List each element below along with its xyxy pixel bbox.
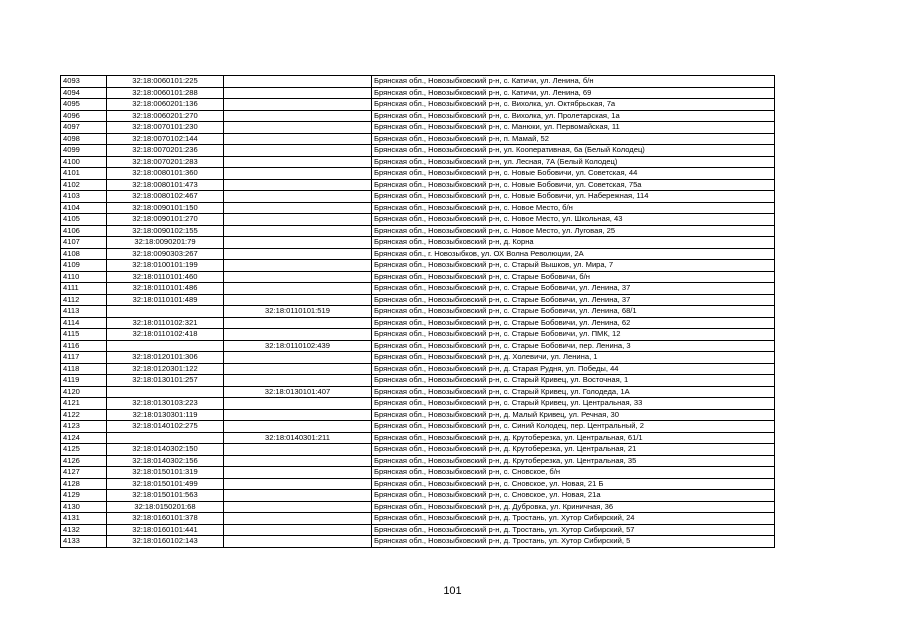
address-cell: Брянская обл., г. Новозыбков, ул. ОХ Волна Революции, 2А bbox=[372, 248, 775, 260]
row-number-cell: 4100 bbox=[61, 156, 107, 168]
building-cadastral-cell bbox=[224, 513, 372, 525]
row-number-cell: 4093 bbox=[61, 76, 107, 88]
building-cadastral-cell bbox=[224, 283, 372, 295]
building-cadastral-cell bbox=[224, 156, 372, 168]
building-cadastral-cell bbox=[224, 191, 372, 203]
table-row bbox=[61, 513, 775, 525]
cadastral-number-cell: 32:18:0110102:418 bbox=[107, 329, 224, 341]
address-cell: Брянская обл., Новозыбковский р-н, д. Малый Кривец, ул. Речная, 30 bbox=[372, 409, 775, 421]
building-cadastral-cell bbox=[224, 122, 372, 134]
address-cell: Брянская обл., Новозыбковский р-н, с. Старый Вышков, ул. Мира, 7 bbox=[372, 260, 775, 272]
cadastral-number-cell: 32:18:0120101:306 bbox=[107, 352, 224, 364]
address-cell: Брянская обл., Новозыбковский р-н, с. Синий Колодец, пер. Центральный, 2 bbox=[372, 421, 775, 433]
table-row bbox=[61, 133, 775, 145]
building-cadastral-cell bbox=[224, 501, 372, 513]
table-row bbox=[61, 76, 775, 88]
building-cadastral-cell bbox=[224, 421, 372, 433]
cadastral-number-cell: 32:18:0060201:270 bbox=[107, 110, 224, 122]
cadastral-number-cell: 32:18:0060101:225 bbox=[107, 76, 224, 88]
cadastral-number-cell: 32:18:0070201:236 bbox=[107, 145, 224, 157]
table-row bbox=[61, 191, 775, 203]
row-number-cell: 4099 bbox=[61, 145, 107, 157]
registry-table-body bbox=[61, 76, 775, 548]
building-cadastral-cell bbox=[224, 248, 372, 260]
row-number-cell: 4102 bbox=[61, 179, 107, 191]
cadastral-number-cell: 32:18:0110102:321 bbox=[107, 317, 224, 329]
building-cadastral-cell bbox=[224, 145, 372, 157]
cadastral-number-cell: 32:18:0140102:275 bbox=[107, 421, 224, 433]
cadastral-number-cell: 32:18:0150101:563 bbox=[107, 490, 224, 502]
table-row bbox=[61, 409, 775, 421]
cadastral-number-cell bbox=[107, 386, 224, 398]
building-cadastral-cell bbox=[224, 179, 372, 191]
row-number-cell: 4104 bbox=[61, 202, 107, 214]
address-cell: Брянская обл., Новозыбковский р-н, д. Тростань, ул. Хутор Сибирский, 24 bbox=[372, 513, 775, 525]
cadastral-number-cell: 32:18:0080101:473 bbox=[107, 179, 224, 191]
cadastral-number-cell bbox=[107, 432, 224, 444]
address-cell: Брянская обл., Новозыбковский р-н, п. Мамай, 52 bbox=[372, 133, 775, 145]
building-cadastral-cell bbox=[224, 536, 372, 548]
cadastral-number-cell: 32:18:0070101:230 bbox=[107, 122, 224, 134]
table-row bbox=[61, 248, 775, 260]
table-row bbox=[61, 225, 775, 237]
row-number-cell: 4114 bbox=[61, 317, 107, 329]
address-cell: Брянская обл., Новозыбковский р-н, с. Манюки, ул. Первомайская, 11 bbox=[372, 122, 775, 134]
address-cell: Брянская обл., Новозыбковский р-н, ул. Лесная, 7А (Белый Колодец) bbox=[372, 156, 775, 168]
table-row bbox=[61, 501, 775, 513]
building-cadastral-cell bbox=[224, 110, 372, 122]
building-cadastral-cell bbox=[224, 76, 372, 88]
table-row bbox=[61, 87, 775, 99]
cadastral-number-cell: 32:18:0060101:288 bbox=[107, 87, 224, 99]
building-cadastral-cell bbox=[224, 375, 372, 387]
building-cadastral-cell bbox=[224, 478, 372, 490]
table-row bbox=[61, 110, 775, 122]
table-row bbox=[61, 156, 775, 168]
row-number-cell: 4123 bbox=[61, 421, 107, 433]
row-number-cell: 4108 bbox=[61, 248, 107, 260]
table-row bbox=[61, 444, 775, 456]
row-number-cell: 4132 bbox=[61, 524, 107, 536]
building-cadastral-cell bbox=[224, 409, 372, 421]
building-cadastral-cell bbox=[224, 214, 372, 226]
cadastral-number-cell: 32:18:0090101:270 bbox=[107, 214, 224, 226]
cadastral-number-cell: 32:18:0110101:486 bbox=[107, 283, 224, 295]
row-number-cell: 4125 bbox=[61, 444, 107, 456]
cadastral-number-cell: 32:18:0150101:319 bbox=[107, 467, 224, 479]
row-number-cell: 4098 bbox=[61, 133, 107, 145]
building-cadastral-cell bbox=[224, 490, 372, 502]
building-cadastral-cell bbox=[224, 524, 372, 536]
table-row bbox=[61, 179, 775, 191]
building-cadastral-cell bbox=[224, 444, 372, 456]
row-number-cell: 4121 bbox=[61, 398, 107, 410]
address-cell: Брянская обл., Новозыбковский р-н, с. Новые Бобовичи, ул. Советская, 44 bbox=[372, 168, 775, 180]
row-number-cell: 4116 bbox=[61, 340, 107, 352]
table-row bbox=[61, 202, 775, 214]
building-cadastral-cell bbox=[224, 168, 372, 180]
table-row bbox=[61, 340, 775, 352]
address-cell: Брянская обл., Новозыбковский р-н, д. Корна bbox=[372, 237, 775, 249]
cadastral-number-cell: 32:18:0120301:122 bbox=[107, 363, 224, 375]
cadastral-number-cell: 32:18:0070102:144 bbox=[107, 133, 224, 145]
cadastral-number-cell: 32:18:0130103:223 bbox=[107, 398, 224, 410]
address-cell: Брянская обл., Новозыбковский р-н, с. Новое Место, б/н bbox=[372, 202, 775, 214]
cadastral-number-cell: 32:18:0060201:136 bbox=[107, 99, 224, 111]
cadastral-number-cell: 32:18:0160101:378 bbox=[107, 513, 224, 525]
row-number-cell: 4117 bbox=[61, 352, 107, 364]
cadastral-number-cell: 32:18:0110101:460 bbox=[107, 271, 224, 283]
address-cell: Брянская обл., Новозыбковский р-н, с. Старые Бобовичи, ул. Ленина, 68/1 bbox=[372, 306, 775, 318]
table-row bbox=[61, 421, 775, 433]
cadastral-number-cell: 32:18:0100101:199 bbox=[107, 260, 224, 272]
row-number-cell: 4127 bbox=[61, 467, 107, 479]
row-number-cell: 4115 bbox=[61, 329, 107, 341]
address-cell: Брянская обл., Новозыбковский р-н, д. Тростань, ул. Хутор Сибирский, 5 bbox=[372, 536, 775, 548]
building-cadastral-cell bbox=[224, 225, 372, 237]
building-cadastral-cell bbox=[224, 87, 372, 99]
address-cell: Брянская обл., Новозыбковский р-н, с. Старые Бобовичи, ул. Ленина, 37 bbox=[372, 283, 775, 295]
cadastral-number-cell: 32:18:0090102:155 bbox=[107, 225, 224, 237]
building-cadastral-cell bbox=[224, 455, 372, 467]
address-cell: Брянская обл., Новозыбковский р-н, с. Вихолка, ул. Октябрьская, 7а bbox=[372, 99, 775, 111]
cadastral-number-cell: 32:18:0150201:68 bbox=[107, 501, 224, 513]
address-cell: Брянская обл., Новозыбковский р-н, с. Сновское, б/н bbox=[372, 467, 775, 479]
row-number-cell: 4094 bbox=[61, 87, 107, 99]
building-cadastral-cell: 32:18:0110101:519 bbox=[224, 306, 372, 318]
table-row bbox=[61, 237, 775, 249]
row-number-cell: 4130 bbox=[61, 501, 107, 513]
building-cadastral-cell bbox=[224, 260, 372, 272]
row-number-cell: 4112 bbox=[61, 294, 107, 306]
building-cadastral-cell bbox=[224, 99, 372, 111]
cadastral-number-cell: 32:18:0090303:267 bbox=[107, 248, 224, 260]
address-cell: Брянская обл., Новозыбковский р-н, с. Новые Бобовичи, ул. Советская, 75а bbox=[372, 179, 775, 191]
building-cadastral-cell bbox=[224, 363, 372, 375]
row-number-cell: 4118 bbox=[61, 363, 107, 375]
building-cadastral-cell bbox=[224, 317, 372, 329]
address-cell: Брянская обл., Новозыбковский р-н, д. Холевичи, ул. Ленина, 1 bbox=[372, 352, 775, 364]
address-cell: Брянская обл., Новозыбковский р-н, с. Новые Бобовичи, ул. Набережная, 114 bbox=[372, 191, 775, 203]
address-cell: Брянская обл., Новозыбковский р-н, д. Дубровка, ул. Криничная, 36 bbox=[372, 501, 775, 513]
table-row bbox=[61, 260, 775, 272]
address-cell: Брянская обл., Новозыбковский р-н, с. Сновское, ул. Новая, 21а bbox=[372, 490, 775, 502]
table-row bbox=[61, 99, 775, 111]
cadastral-number-cell: 32:18:0080102:467 bbox=[107, 191, 224, 203]
table-row bbox=[61, 375, 775, 387]
building-cadastral-cell: 32:18:0110102:439 bbox=[224, 340, 372, 352]
cadastral-number-cell bbox=[107, 306, 224, 318]
table-row bbox=[61, 432, 775, 444]
building-cadastral-cell bbox=[224, 237, 372, 249]
address-cell: Брянская обл., Новозыбковский р-н, с. Новое Место, ул. Школьная, 43 bbox=[372, 214, 775, 226]
row-number-cell: 4128 bbox=[61, 478, 107, 490]
address-cell: Брянская обл., Новозыбковский р-н, с. Новое Место, ул. Луговая, 25 bbox=[372, 225, 775, 237]
address-cell: Брянская обл., Новозыбковский р-н, д. Крутоберезка, ул. Центральная, 35 bbox=[372, 455, 775, 467]
table-row bbox=[61, 490, 775, 502]
cadastral-number-cell: 32:18:0150101:499 bbox=[107, 478, 224, 490]
address-cell: Брянская обл., Новозыбковский р-н, с. Катичи, ул. Ленина, б/н bbox=[372, 76, 775, 88]
table-row bbox=[61, 214, 775, 226]
building-cadastral-cell bbox=[224, 294, 372, 306]
table-row bbox=[61, 478, 775, 490]
address-cell: Брянская обл., Новозыбковский р-н, с. Старые Бобовичи, б/н bbox=[372, 271, 775, 283]
cadastral-number-cell: 32:18:0140302:150 bbox=[107, 444, 224, 456]
cadastral-number-cell: 32:18:0160102:143 bbox=[107, 536, 224, 548]
row-number-cell: 4109 bbox=[61, 260, 107, 272]
building-cadastral-cell bbox=[224, 467, 372, 479]
cadastral-number-cell: 32:18:0110101:489 bbox=[107, 294, 224, 306]
table-row bbox=[61, 329, 775, 341]
table-row bbox=[61, 352, 775, 364]
address-cell: Брянская обл., Новозыбковский р-н, с. Старый Кривец, ул. Центральная, 33 bbox=[372, 398, 775, 410]
row-number-cell: 4126 bbox=[61, 455, 107, 467]
building-cadastral-cell bbox=[224, 329, 372, 341]
row-number-cell: 4110 bbox=[61, 271, 107, 283]
row-number-cell: 4103 bbox=[61, 191, 107, 203]
building-cadastral-cell: 32:18:0130101:407 bbox=[224, 386, 372, 398]
table-row bbox=[61, 168, 775, 180]
row-number-cell: 4113 bbox=[61, 306, 107, 318]
table-row bbox=[61, 455, 775, 467]
address-cell: Брянская обл., Новозыбковский р-н, с. Катичи, ул. Ленина, 69 bbox=[372, 87, 775, 99]
address-cell: Брянская обл., Новозыбковский р-н, с. Старый Кривец, ул. Восточная, 1 bbox=[372, 375, 775, 387]
property-registry-table bbox=[60, 75, 775, 548]
table-row bbox=[61, 398, 775, 410]
row-number-cell: 4105 bbox=[61, 214, 107, 226]
address-cell: Брянская обл., Новозыбковский р-н, с. Вихолка, ул. Пролетарская, 1а bbox=[372, 110, 775, 122]
table-row bbox=[61, 122, 775, 134]
table-row bbox=[61, 145, 775, 157]
table-row bbox=[61, 467, 775, 479]
cadastral-number-cell bbox=[107, 340, 224, 352]
table-row bbox=[61, 317, 775, 329]
row-number-cell: 4124 bbox=[61, 432, 107, 444]
building-cadastral-cell bbox=[224, 133, 372, 145]
table-row bbox=[61, 386, 775, 398]
row-number-cell: 4095 bbox=[61, 99, 107, 111]
building-cadastral-cell bbox=[224, 271, 372, 283]
address-cell: Брянская обл., Новозыбковский р-н, с. Старые Бобовичи, ул. ПМК, 12 bbox=[372, 329, 775, 341]
row-number-cell: 4129 bbox=[61, 490, 107, 502]
cadastral-number-cell: 32:18:0130301:119 bbox=[107, 409, 224, 421]
address-cell: Брянская обл., Новозыбковский р-н, с. Старый Кривец, ул. Голодеда, 1А bbox=[372, 386, 775, 398]
table-row bbox=[61, 306, 775, 318]
cadastral-number-cell: 32:18:0070201:283 bbox=[107, 156, 224, 168]
table-row bbox=[61, 271, 775, 283]
building-cadastral-cell bbox=[224, 352, 372, 364]
row-number-cell: 4122 bbox=[61, 409, 107, 421]
address-cell: Брянская обл., Новозыбковский р-н, с. Старые Бобовичи, ул. Ленина, 62 bbox=[372, 317, 775, 329]
building-cadastral-cell bbox=[224, 398, 372, 410]
table-row bbox=[61, 294, 775, 306]
row-number-cell: 4133 bbox=[61, 536, 107, 548]
page-number: 101 bbox=[443, 585, 462, 597]
row-number-cell: 4111 bbox=[61, 283, 107, 295]
address-cell: Брянская обл., Новозыбковский р-н, с. Сновское, ул. Новая, 21 Б bbox=[372, 478, 775, 490]
table-row bbox=[61, 536, 775, 548]
cadastral-number-cell: 32:18:0140302:156 bbox=[107, 455, 224, 467]
address-cell: Брянская обл., Новозыбковский р-н, ул. Кооперативная, 6а (Белый Колодец) bbox=[372, 145, 775, 157]
cadastral-number-cell: 32:18:0130101:257 bbox=[107, 375, 224, 387]
cadastral-number-cell: 32:18:0080101:360 bbox=[107, 168, 224, 180]
cadastral-number-cell: 32:18:0160101:441 bbox=[107, 524, 224, 536]
row-number-cell: 4119 bbox=[61, 375, 107, 387]
table-row bbox=[61, 363, 775, 375]
table-row bbox=[61, 524, 775, 536]
address-cell: Брянская обл., Новозыбковский р-н, д. Крутоберезка, ул. Центральная, 21 bbox=[372, 444, 775, 456]
building-cadastral-cell: 32:18:0140301:211 bbox=[224, 432, 372, 444]
row-number-cell: 4106 bbox=[61, 225, 107, 237]
address-cell: Брянская обл., Новозыбковский р-н, с. Старые Бобовичи, ул. Ленина, 37 bbox=[372, 294, 775, 306]
row-number-cell: 4096 bbox=[61, 110, 107, 122]
row-number-cell: 4131 bbox=[61, 513, 107, 525]
row-number-cell: 4101 bbox=[61, 168, 107, 180]
cadastral-number-cell: 32:18:0090101:150 bbox=[107, 202, 224, 214]
cadastral-number-cell: 32:18:0090201:79 bbox=[107, 237, 224, 249]
address-cell: Брянская обл., Новозыбковский р-н, д. Тростань, ул. Хутор Сибирский, 57 bbox=[372, 524, 775, 536]
row-number-cell: 4107 bbox=[61, 237, 107, 249]
address-cell: Брянская обл., Новозыбковский р-н, д. Старая Рудня, ул. Победы, 44 bbox=[372, 363, 775, 375]
row-number-cell: 4097 bbox=[61, 122, 107, 134]
building-cadastral-cell bbox=[224, 202, 372, 214]
table-row bbox=[61, 283, 775, 295]
address-cell: Брянская обл., Новозыбковский р-н, д. Крутоберезка, ул. Центральная, 61/1 bbox=[372, 432, 775, 444]
row-number-cell: 4120 bbox=[61, 386, 107, 398]
address-cell: Брянская обл., Новозыбковский р-н, с. Старые Бобовичи, пер. Ленина, 3 bbox=[372, 340, 775, 352]
